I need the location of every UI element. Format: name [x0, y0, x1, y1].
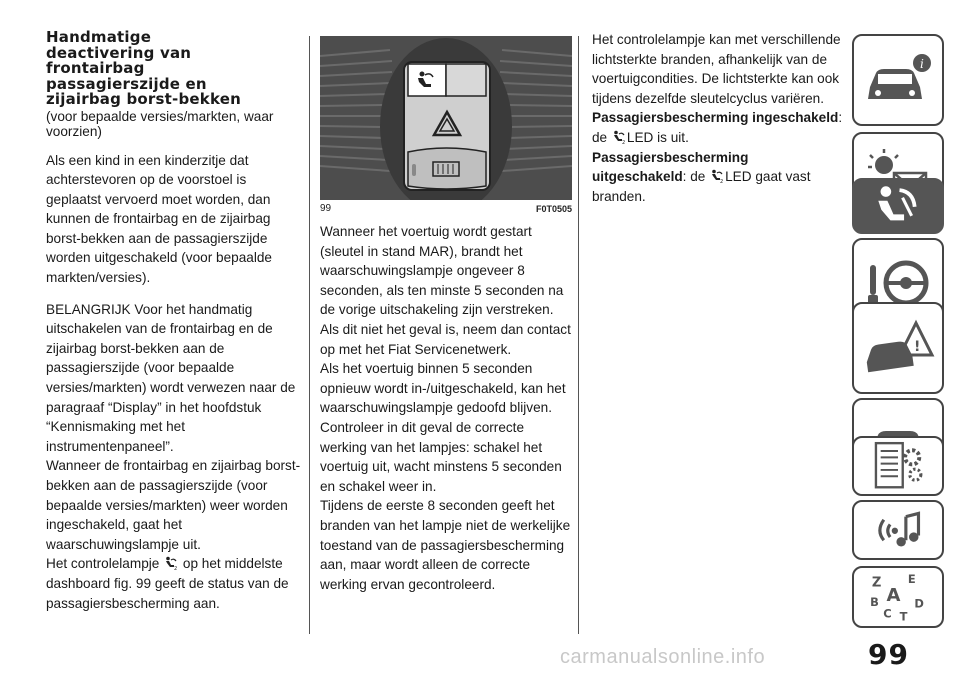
- tab-car-breakdown[interactable]: [852, 302, 944, 394]
- paragraph: [46, 554, 302, 613]
- svg-text:T: T: [899, 609, 908, 624]
- status-label: Passagiersbescherming ingeschakeld: [592, 110, 839, 126]
- figure-caption: [320, 202, 572, 216]
- text-run: Het controlelampje: [46, 556, 160, 572]
- column-divider: [309, 36, 310, 634]
- svg-text:B: B: [870, 595, 879, 609]
- airbag-off-icon: [164, 556, 178, 570]
- svg-text:2: 2: [621, 139, 626, 144]
- svg-text:2: 2: [720, 179, 724, 184]
- svg-text:!: !: [914, 339, 921, 355]
- paragraph: Als het voertuig binnen 5 seconden opnieuw wordt in-/uitgeschakeld, kan het waarschuwingslampje gedoofd blijven. Controleer in dit geval de correcte werking van het lampjes: schakel het voertuig uit, wacht minstens 5 seconden en schakel weer in.: [320, 361, 566, 494]
- paragraph: Wanneer het voertuig wordt gestart (sleutel in stand MAR), brandt het waarschuwingslampje ongeveer 8 seconden, als ten minste 5 seconden na de vorige uitschakeling zijn verstreken. Als dit niet het geval is, neem dan contact op met het Fiat Servicenetwerk.: [320, 224, 571, 357]
- multimedia-icon: [863, 504, 933, 556]
- figure-number: 99: [320, 203, 332, 214]
- document-gears-icon: [863, 440, 933, 492]
- status-label: Passagiersbescherming uitgeschakeld: [592, 149, 749, 185]
- section-note: (voor bepaalde versies/markten, waar voorzien): [46, 108, 274, 139]
- section-heading: Handmatige deactivering van frontairbag passagierszijde en zijairbag borst-bekken: [46, 28, 241, 108]
- text-run: : de: [682, 169, 706, 185]
- paragraph: Het controlelampje kan met verschillende lichtsterkte branden, afhankelijk van de voertuigcondities. De lichtsterkte kan ook tijdens dezelfde sleutelcyclus variëren.: [592, 32, 841, 106]
- svg-text:A: A: [886, 585, 901, 607]
- tab-multimedia[interactable]: [852, 500, 944, 560]
- tab-car-info[interactable]: [852, 34, 944, 126]
- column-middle: [320, 36, 572, 594]
- text-run: LED gaat vast branden.: [592, 169, 811, 204]
- figure-code: F0T0505: [535, 204, 572, 214]
- column-left: [46, 30, 302, 613]
- svg-text:D: D: [914, 596, 924, 611]
- svg-text:i: i: [920, 57, 924, 71]
- svg-text:Z: Z: [871, 575, 882, 591]
- column-right: [592, 30, 844, 206]
- dashboard-figure: [320, 36, 572, 200]
- text-run: : de: [592, 110, 843, 145]
- page-number: 99: [868, 638, 909, 671]
- airbag-off-icon: [710, 169, 724, 183]
- status-item: [592, 108, 844, 147]
- column-divider: [578, 36, 579, 634]
- svg-text:E: E: [907, 572, 916, 587]
- paragraph: BELANGRIJK Voor het handmatig uitschakelen van de frontairbag en de zijairbag borst-bekken aan de passagierszijde (voor bepaalde versies/markten) wordt verwezen naar de paragraaf “Display” in het hoofdstuk “Kennismaking met het instrumentenpaneel”.: [46, 301, 296, 454]
- paragraph: Wanneer de frontairbag en zijairbag borst-bekken aan de passagierszijde (voor bepaalde versies/markten) weer worden ingeschakeld, gaat het waarschuwingslampje uit.: [46, 458, 301, 552]
- svg-text:2: 2: [174, 566, 178, 571]
- text-run: op het middelste dashboard fig. 99 geeft de status van de passagiersbescherming aan.: [46, 556, 289, 611]
- alphabet-index-icon: [863, 570, 933, 624]
- car-info-icon: [860, 47, 936, 113]
- watermark: carmanualsonline.info: [560, 646, 766, 668]
- paragraph: Tijdens de eerste 8 seconden geeft het branden van het lampje niet de werkelijke toestand van de passagiersbescherming aan, maar wordt alleen de correcte werking ervan gecontroleerd.: [320, 498, 571, 592]
- text-run: LED is uit.: [626, 129, 689, 145]
- dashboard-illustration: [320, 36, 572, 200]
- airbag-off-icon: [612, 130, 626, 144]
- tab-document-gears[interactable]: [852, 436, 944, 496]
- svg-text:C: C: [883, 606, 892, 621]
- airbag-seat-icon: [863, 181, 933, 231]
- tab-alphabet-index[interactable]: [852, 566, 944, 628]
- tab-airbag-seat[interactable]: [852, 178, 944, 234]
- paragraph: Als een kind in een kinderzitje dat achterstevoren op de voorstoel is geplaatst vervoerd moet worden, dan kunnen de frontairbag en de zijairbag borst-bekken aan de passagierszijde worden uitgeschakeld (voor bepaalde markten/versies).: [46, 152, 272, 286]
- status-item: [592, 148, 844, 207]
- car-breakdown-icon: [860, 315, 936, 381]
